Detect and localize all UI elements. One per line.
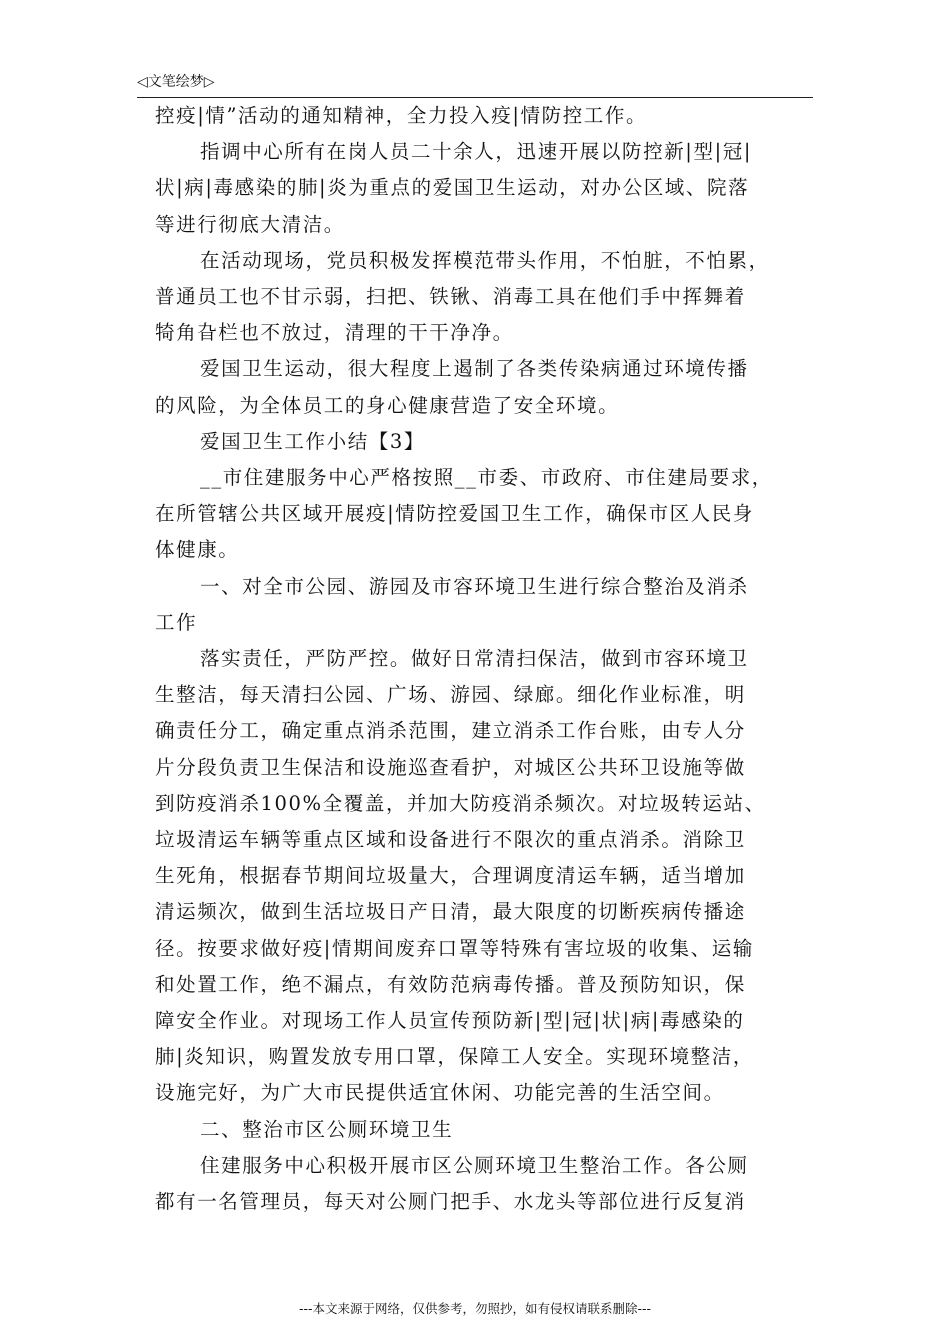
text-line: 在活动现场，党员积极发挥模范带头作用，不怕脏，不怕累， [200,248,770,272]
text-line: 都有一名管理员，每天对公厕门把手、水龙头等部位进行反复消 [155,1190,746,1214]
text-line: 状|病|毒感染的肺|炎为重点的爱国卫生运动，对办公区域、院落 [155,176,750,200]
text-line: 等进行彻底大清洁。 [155,212,345,236]
text-line: 生死角，根据春节期间垃圾量大，合理调度清运车辆，适当增加 [155,864,746,888]
text-line: 控疫|情”活动的通知精神，全力投入疫|情防控工作。 [155,104,648,127]
text-line: 住建服务中心积极开展市区公厕环境卫生整治工作。各公厕 [200,1153,749,1177]
text-line: 垃圾清运车辆等重点区域和设备进行不限次的重点消杀。消除卫 [155,828,746,852]
text-line: 片分段负责卫生保洁和设施巡查看护，对城区公共环卫设施等做 [155,755,746,779]
text-line: 生整洁，每天清扫公园、广场、游园、绿廊。细化作业标准，明 [155,683,746,707]
text-line: 在所管辖公共区域开展疫|情防控爱国卫生工作，确保市区人民身 [155,502,754,526]
section-heading: 爱国卫生工作小结【3】 [200,429,426,453]
section-heading: 二、整治市区公厕环境卫生 [200,1117,454,1141]
section-heading: 一、对全市公园、游园及市容环境卫生进行综合整治及消杀 [200,574,749,598]
text-line: 落实责任，严防严控。做好日常清扫保洁，做到市容环境卫 [200,647,749,671]
text-line: 清运频次，做到生活垃圾日产日清，最大限度的切断疾病传播途 [155,900,746,924]
text-line: 体健康。 [155,538,240,562]
header-brand: ◁文笔绘梦▷ [137,74,215,90]
text-line: 犄角旮栏也不放过，清理的干干净净。 [155,321,514,345]
text-line: 确责任分工，确定重点消杀范围，建立消杀工作台账，由专人分 [155,719,746,743]
text-line: 设施完好，为广大市民提供适宜休闲、功能完善的生活空间。 [155,1081,725,1105]
text-line: 和处置工作，绝不漏点，有效防范病毒传播。普及预防知识，保 [155,972,746,996]
text-line: 肺|炎知识，购置发放专用口罩，保障工人安全。实现环境整洁， [155,1045,754,1069]
text-line: 到防疫消杀100%全覆盖，并加大防疫消杀频次。对垃圾转运站、 [155,791,766,815]
document-body [155,98,805,1220]
text-line: 径。按要求做好疫|情期间废弃口罩等特殊有害垃圾的收集、运输 [155,936,754,960]
text-line: 指调中心所有在岗人员二十余人，迅速开展以防控新|型|冠| [200,140,753,164]
text-line: 的风险，为全体员工的身心健康营造了安全环境。 [155,393,620,417]
text-line: 普通员工也不甘示弱，扫把、铁锹、消毒工具在他们手中挥舞着 [155,285,746,309]
text-line: __市住建服务中心严格按照__市委、市政府、市住建局要求， [200,466,773,490]
source-disclaimer: ---本文来源于网络，仅供参考，勿照抄，如有侵权请联系删除--- [298,1301,652,1316]
section-heading: 工作 [155,610,198,634]
text-line: 障安全作业。对现场工作人员宣传预防新|型|冠|状|病|毒感染的 [155,1009,745,1033]
text-line: 爱国卫生运动，很大程度上遏制了各类传染病通过环境传播 [200,357,749,381]
